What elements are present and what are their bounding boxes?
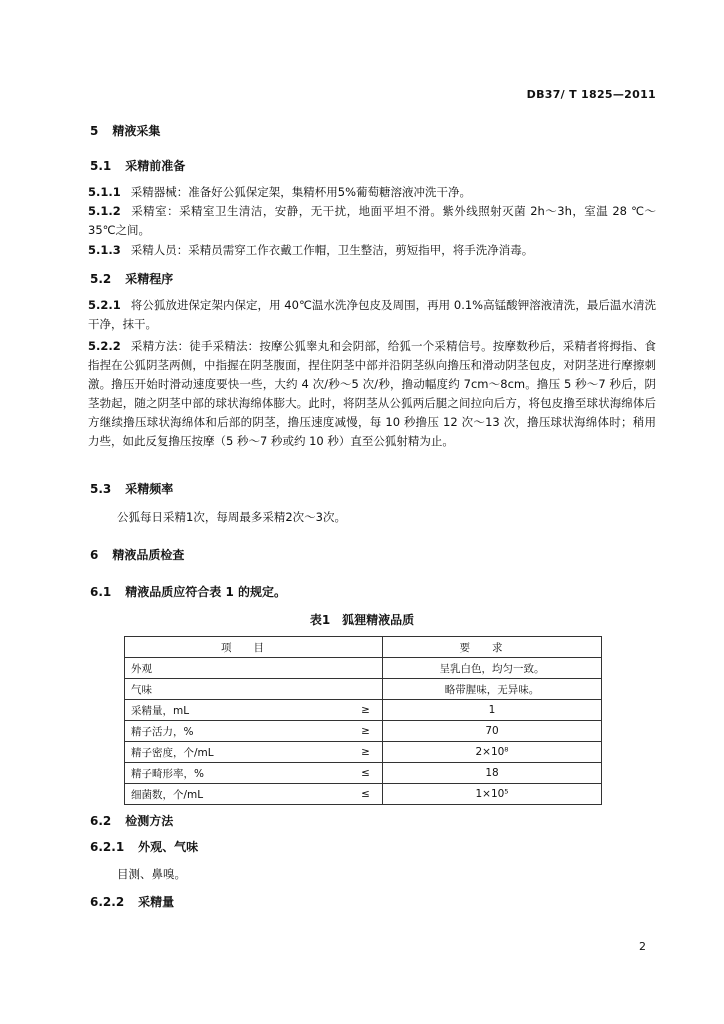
section-number: 5.3 — [90, 482, 112, 496]
clause-number: 5.1.1 — [88, 185, 121, 199]
section-title: 采精频率 — [125, 482, 174, 496]
row-item: 气味 — [125, 679, 350, 700]
section-5-1-heading — [90, 157, 185, 174]
row-requirement: 1 — [383, 700, 602, 721]
table-row — [125, 700, 602, 721]
clause-5-2-1 — [88, 296, 656, 334]
section-6-2-1-heading — [90, 838, 198, 855]
header-requirement: 要求 — [383, 637, 602, 658]
section-number: 5.1 — [90, 159, 112, 173]
clause-text: 将公狐放进保定架内保定，用 40℃温水洗净包皮及周围，再用 0.1%高锰酸钾溶液清洗，最后温水清洗干净，抹干。 — [88, 298, 656, 331]
section-number: 6.1 — [90, 585, 112, 599]
row-requirement: 2×10⁸ — [383, 742, 602, 763]
paragraph-5-3: 公狐每日采精1次，每周最多采精2次～3次。 — [117, 510, 346, 524]
clause-text: 采精方法：徒手采精法：按摩公狐睾丸和会阴部，给狐一个采精信号。按摩数秒后，采精者将拇指、食指捏在公狐阴茎两侧，中指握在阴茎腹面，捏住阴茎中部并沿阴茎纵向撸压和滑动阴茎包皮，对阴茎进行摩擦刺激。撸压开始时滑动速度要快一些，大约 4 次/秒～5 次/秒，撸动幅度约 7cm～8cm。撸压 5 秒～7 秒后，阴茎勃起，随之阴茎中部的球状海绵体膨大。此时，将阴茎从公狐两后腿之间拉向后方，将包皮撸至球状海绵体后方继续撸压球状海绵体和后部的阴茎，撸压速度减慢，每 10 秒撸压 12 次～13 次，撸压球状海绵体时；稍用力些，如此反复撸压按摩（5 秒～7 秒或约 10 秒）直至公狐射精为止。 — [88, 339, 656, 448]
row-comparator — [349, 679, 382, 700]
section-number: 5.2 — [90, 272, 112, 286]
table-header-row — [125, 637, 602, 658]
row-requirement: 呈乳白色，均匀一致。 — [383, 658, 602, 679]
clause-5-2-2 — [88, 337, 656, 451]
clause-number: 5.2.2 — [88, 339, 121, 353]
section-6-2-2-heading — [90, 893, 174, 910]
section-title: 采精程序 — [125, 272, 174, 286]
clause-number: 5.1.3 — [88, 243, 121, 257]
clause-text: 采精人员：采精员需穿工作衣戴工作帽，卫生整洁，剪短指甲，将手洗净消毒。 — [130, 243, 534, 257]
paragraph-6-2-1: 目测、鼻嗅。 — [117, 867, 186, 881]
row-requirement: 1×10⁵ — [383, 784, 602, 805]
section-title: 采精前准备 — [125, 159, 186, 173]
row-item: 采精量，mL — [125, 700, 350, 721]
row-item: 细菌数，个/mL — [125, 784, 350, 805]
table-row — [125, 679, 602, 700]
section-6-heading — [90, 546, 184, 563]
section-number: 6 — [90, 548, 99, 562]
page-number: 2 — [639, 940, 646, 953]
row-requirement: 18 — [383, 763, 602, 784]
clause-5-1-1 — [88, 183, 656, 202]
row-item: 精子畸形率，% — [125, 763, 350, 784]
section-5-heading — [90, 122, 160, 139]
row-item: 精子密度，个/mL — [125, 742, 350, 763]
section-5-2-heading — [90, 270, 173, 287]
section-title: 精液品质检查 — [112, 548, 185, 562]
section-number: 6.2 — [90, 814, 112, 828]
section-number: 6.2.1 — [90, 840, 125, 854]
row-item: 外观 — [125, 658, 350, 679]
section-5-3-heading — [90, 480, 173, 497]
row-requirement: 略带腥味，无异味。 — [383, 679, 602, 700]
clause-number: 5.1.2 — [88, 204, 121, 218]
section-number: 6.2.2 — [90, 895, 125, 909]
header-item: 项目 — [125, 637, 383, 658]
table-row — [125, 763, 602, 784]
row-comparator — [349, 658, 382, 679]
semen-quality-table — [124, 636, 602, 805]
row-comparator: ≥ — [349, 700, 382, 721]
section-title: 精液采集 — [112, 124, 161, 138]
table-row — [125, 742, 602, 763]
row-comparator: ≥ — [349, 721, 382, 742]
row-requirement: 70 — [383, 721, 602, 742]
clause-5-1-3 — [88, 241, 656, 260]
clause-number: 5.2.1 — [88, 298, 121, 312]
section-title: 采精量 — [138, 895, 175, 909]
table-row — [125, 721, 602, 742]
section-title: 精液品质应符合表 1 的规定。 — [125, 585, 286, 599]
clause-text: 采精室：采精室卫生清洁，安静，无干扰，地面平坦不滑。紫外线照射灭菌 2h～3h，室温 28 ℃～35℃之间。 — [88, 204, 656, 237]
table-caption: 表1 狐狸精液品质 — [309, 613, 415, 627]
section-title: 检测方法 — [125, 814, 174, 828]
clause-5-1-2 — [88, 202, 656, 240]
section-number: 5 — [90, 124, 99, 138]
row-item: 精子活力，% — [125, 721, 350, 742]
section-6-2-heading — [90, 812, 173, 829]
row-comparator: ≤ — [349, 763, 382, 784]
section-6-1-heading — [90, 583, 286, 600]
table-row — [125, 658, 602, 679]
section-title: 外观、气味 — [138, 840, 199, 854]
document-code: DB37/ T 1825—2011 — [526, 88, 656, 101]
row-comparator: ≤ — [349, 784, 382, 805]
clause-text: 采精器械：准备好公狐保定架，集精杯用5%葡萄糖溶液冲洗干净。 — [130, 185, 471, 199]
table-row — [125, 784, 602, 805]
row-comparator: ≥ — [349, 742, 382, 763]
